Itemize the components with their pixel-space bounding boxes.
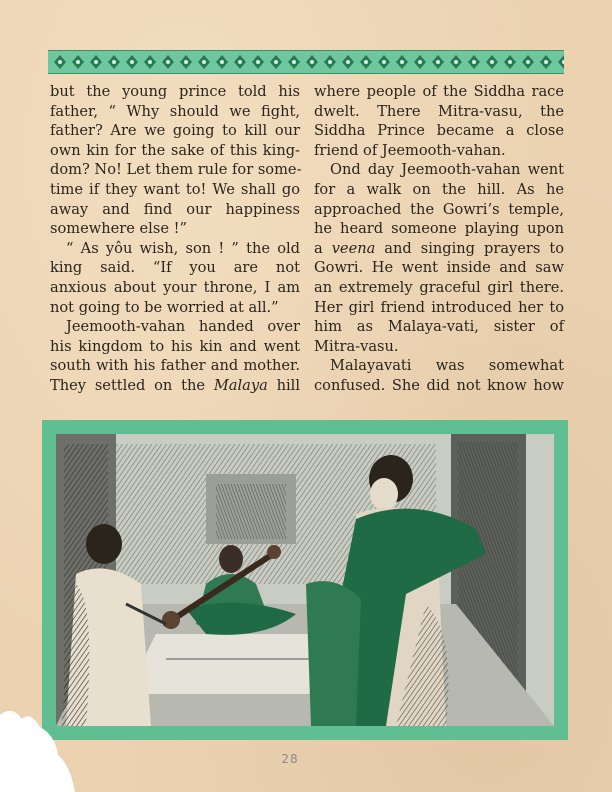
text-line: father? Are we going to kill our (50, 122, 300, 140)
text-line: Her girl friend introduced her to (314, 298, 564, 316)
text-line: approached the Gowri’s temple, (314, 200, 564, 218)
text-line: Ond day Jeemooth-vahan went (330, 161, 564, 179)
text-line: but the young prince told his (50, 83, 300, 100)
text-line: confused. She did not know how (314, 376, 564, 394)
text-line: an extremely graceful girl there. (314, 278, 564, 296)
text-line: him as Malaya-vati, sister of (314, 318, 564, 336)
text-fragment: and singing prayers to (375, 239, 564, 257)
italic-term: veena (331, 239, 376, 257)
text-line: Gowri. He went inside and saw (314, 259, 564, 277)
text-fragment: They settled on the (50, 376, 214, 394)
text-line (314, 239, 564, 259)
text-line: he heard someone playing upon (314, 220, 564, 238)
text-line: father, “ Why should we fight, (50, 102, 300, 120)
page-number: 28 (281, 752, 299, 766)
text-fragment: hill (267, 376, 301, 394)
text-line: dom? No! Let them rule for some- (50, 161, 302, 179)
text-line: south with his father and mother. (50, 357, 300, 375)
torn-corner-icon (0, 705, 100, 792)
text-line: Siddha Prince became a close (314, 122, 564, 140)
text-line (50, 376, 300, 396)
text-line: time if they want to! We shall go (50, 180, 300, 198)
decorative-border (48, 50, 564, 74)
text-fragment: a (314, 239, 332, 257)
text-line: his kingdom to his kin and went (50, 337, 300, 355)
text-line: own kin for the sake of this king- (50, 141, 300, 159)
text-line: Malayavati was somewhat (330, 357, 564, 375)
text-line: “ As yôu wish, son ! ” the old (66, 239, 300, 257)
left-text-column (50, 82, 300, 396)
temple-scene-illustration (56, 434, 554, 726)
text-line: anxious about your throne, I am (50, 278, 300, 296)
text-line: Mitra-vasu. (314, 337, 399, 355)
text-line: king said. “If you are not (50, 259, 300, 277)
text-line: somewhere else !” (50, 220, 187, 238)
text-line: dwelt. There Mitra-vasu, the (314, 102, 564, 120)
text-line: friend of Jeemooth-vahan. (314, 141, 506, 159)
italic-term: Malaya (213, 376, 268, 394)
text-line: Jeemooth-vahan handed over (66, 318, 300, 336)
text-line: where people of the Siddha race (314, 83, 564, 100)
right-text-column (314, 82, 564, 396)
illustration-icon (56, 434, 554, 726)
ornament-pattern-icon (48, 51, 564, 73)
text-line: for a walk on the hill. As he (314, 180, 564, 198)
text-line: away and find our happiness (50, 200, 300, 218)
text-line: not going to be worried at all.” (50, 298, 279, 316)
